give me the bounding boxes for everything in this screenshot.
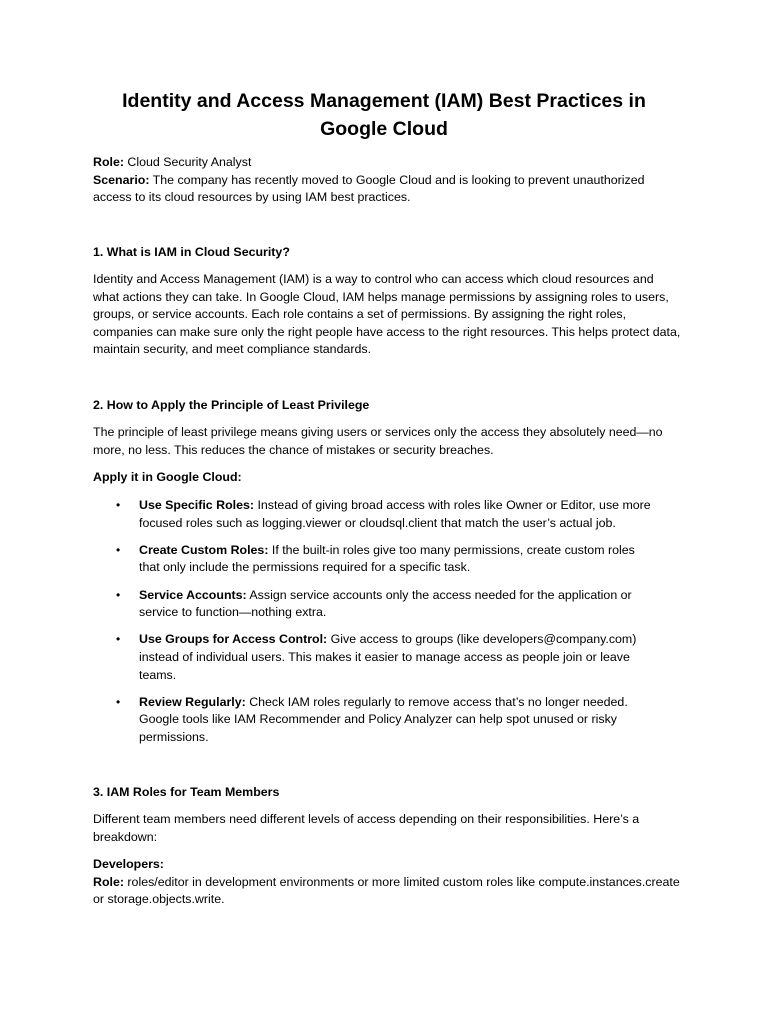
scenario-label: Scenario:: [93, 172, 150, 187]
list-item-label: Use Specific Roles:: [139, 498, 255, 512]
list-item-label: Create Custom Roles:: [139, 542, 269, 557]
section-3-heading: 3. IAM Roles for Team Members: [93, 785, 280, 799]
bullet-icon: •: [116, 542, 121, 557]
developers-label: Developers:: [93, 857, 164, 871]
list-item-label: Review Regularly:: [139, 694, 246, 709]
bullet-icon: •: [116, 632, 121, 647]
list-item-label: Use Groups for Access Control:: [139, 632, 328, 647]
list-item-text: Assign service accounts only the access needed for the application or service to function—nothing extra.: [139, 587, 632, 620]
list-item: [93, 497, 653, 532]
list-item-text: Give access to groups (like developers@company.com) instead of individual users. This makes it easier to manage access as people join or leave teams.: [139, 632, 637, 682]
bullet-icon: •: [116, 498, 121, 512]
role-label: Role:: [93, 155, 124, 169]
role-value: Cloud Security Analyst: [123, 155, 252, 169]
section-2-heading: 2. How to Apply the Principle of Least Privilege: [93, 398, 370, 412]
developers-block: [93, 856, 683, 909]
list-item-text: Check IAM roles regularly to remove access that’s no longer needed. Google tools like IAM Recommender and Policy Analyzer can help spot unused or risky permissions.: [139, 694, 628, 744]
list-item: [93, 694, 653, 747]
section-3-body: Different team members need different levels of access depending on their responsibilities. Here’s a breakdown:: [93, 812, 640, 844]
intro-block: [93, 154, 683, 207]
document-title: Identity and Access Management (IAM) Best Practices in Google Cloud: [122, 90, 646, 140]
section-1-heading: 1. What is IAM in Cloud Security?: [93, 245, 290, 259]
list-item-text: Instead of giving broad access with roles like Owner or Editor, use more focused roles such as logging.viewer or cloudsql.client that match the user’s actual job.: [139, 498, 651, 530]
least-privilege-list: [93, 497, 653, 756]
list-item: [93, 587, 653, 622]
section-2-body: The principle of least privilege means giving users or services only the access they absolutely need—no more, no less. This reduces the chance of mistakes or security breaches.: [93, 425, 663, 457]
list-item: [93, 542, 653, 577]
list-item: [93, 631, 653, 684]
list-item-label: Service Accounts:: [139, 587, 247, 602]
bullet-icon: •: [116, 694, 121, 709]
scenario-value: The company has recently moved to Google Cloud and is looking to prevent unauthorized access to its cloud resources by using IAM best practices.: [93, 172, 645, 205]
section-1-body: Identity and Access Management (IAM) is a way to control who can access which cloud resources and what actions they can take. In Google Cloud, IAM helps manage permissions by assigning roles to users, groups, or service accounts. Each role contains a set of permissions. By assigning the right roles, companies can make sure only the right people have access to the right resources. This helps protect data, maintain security, and meet compliance standards.: [93, 272, 681, 357]
apply-label: Apply it in Google Cloud:: [93, 470, 242, 484]
bullet-icon: •: [116, 587, 121, 602]
dev-role-label: Role:: [93, 874, 124, 889]
dev-role-value: roles/editor in development environments or more limited custom roles like compute.instances.create or storage.objects.write.: [93, 874, 680, 907]
list-item-text: If the built-in roles give too many permissions, create custom roles that only include the permissions required for a specific task.: [139, 542, 635, 575]
